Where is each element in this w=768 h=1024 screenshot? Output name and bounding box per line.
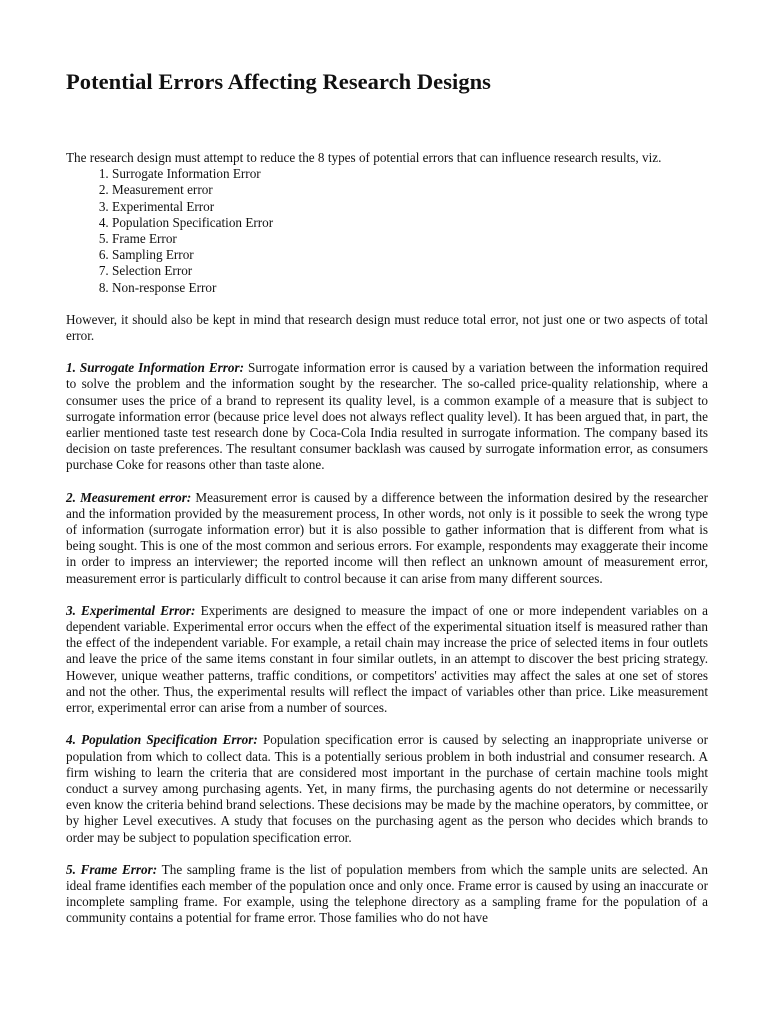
intro-paragraph: The research design must attempt to reduce the 8 types of potential errors that can influence research results, viz.: [66, 150, 662, 165]
section-body: Experiments are designed to measure the impact of one or more independent variables on a dependent variable. Experimental error occurs when the effect of the experimental situation itself is measured rather than the effect of the independent variable. For example, a retail chain may increase the price of selected items in four outlets and leave the price of the same items constant in four similar outlets, in an attempt to discover the best pricing strategy. However, unique weather patterns, traffic conditions, or competitors' activities may affect the sales at one set of stores and not the other. Thus, the experimental results will reflect the impact of variables other than price. Like measurement error, experimental error can arise from a number of sources.: [66, 602, 709, 716]
section-body: Population specification error is caused by selecting an inappropriate universe or population from which to collect data. This is a potentially serious problem in both industrial and consumer research. A firm wishing to learn the criteria that are considered most important in the purchase of certain machine tools might conduct a survey among purchasing agents. Yet, in many firms, the purchasing agents do not determine or necessarily even know the criteria behind brand selections. These decisions may be made by the machine operators, by committee, or by higher Level executives. A study that focuses on the purchasing agent as the person who decides which brands to order may be subject to population specification error.: [66, 732, 708, 845]
total-error-paragraph: However, it should also be kept in mind that research design must reduce total error, not just one or two aspects of total error.: [66, 311, 708, 344]
section-population-specification-error: [66, 732, 708, 845]
section-heading: 4. Population Specification Error:: [66, 732, 258, 748]
list-item: 7. Selection Error: [112, 263, 708, 279]
section-surrogate-information-error: [66, 360, 708, 473]
section-measurement-error: [66, 490, 708, 587]
section-experimental-error: [66, 603, 708, 716]
list-item: 8. Non-response Error: [112, 280, 708, 296]
list-item: 5. Frame Error: [112, 231, 708, 247]
list-item: 1. Surrogate Information Error: [112, 166, 708, 182]
list-item: 4. Population Specification Error: [112, 215, 708, 231]
section-heading: 5. Frame Error:: [66, 861, 158, 877]
list-item: 2. Measurement error: [112, 182, 708, 198]
section-heading: 3. Experimental Error:: [66, 602, 196, 618]
section-heading: 2. Measurement error:: [66, 489, 192, 505]
section-body: The sampling frame is the list of population members from which the sample units are selected. An ideal frame identifies each member of the population once and only once. Frame error is caused by using an inaccurate or incomplete sampling frame. For example, using the telephone directory as a sampling frame for the population of a community contains a potential for frame error. Those families who do not have: [66, 861, 708, 926]
error-types-list: [66, 166, 708, 296]
page-title: Potential Errors Affecting Research Designs: [66, 69, 491, 94]
section-heading: 1. Surrogate Information Error:: [66, 360, 244, 376]
list-item: 3. Experimental Error: [112, 199, 708, 215]
section-body: Surrogate information error is caused by a variation between the information required to solve the problem and the information sought by the researcher. The so-called price-quality relationship, where a consumer uses the price of a brand to represent its quality level, is a common example of a measure that is subject to surrogate information error (because price level does not always reflect quality level). It has been argued that, in part, the earlier mentioned taste test research done by Coca-Cola India resulted in surrogate information. The company based its decision on taste preferences. The resultant consumer backlash was caused by surrogate information error, as consumers purchase Coke for reasons other than taste alone.: [66, 360, 709, 473]
list-item: 6. Sampling Error: [112, 247, 708, 263]
section-body: Measurement error is caused by a difference between the information desired by the researcher and the information provided by the measurement process, In other words, not only is it possible to seek the wrong type of information (surrogate information error) but it is also possible to gather information that is different from what is being sought. This is one of the most common and serious errors. For example, respondents may exaggerate their income in order to impress an interviewer; the reported income will then reflect an unknown amount of measurement error, measurement error is particularly difficult to control because it can arise from many different sources.: [66, 489, 708, 586]
section-frame-error: [66, 862, 708, 927]
